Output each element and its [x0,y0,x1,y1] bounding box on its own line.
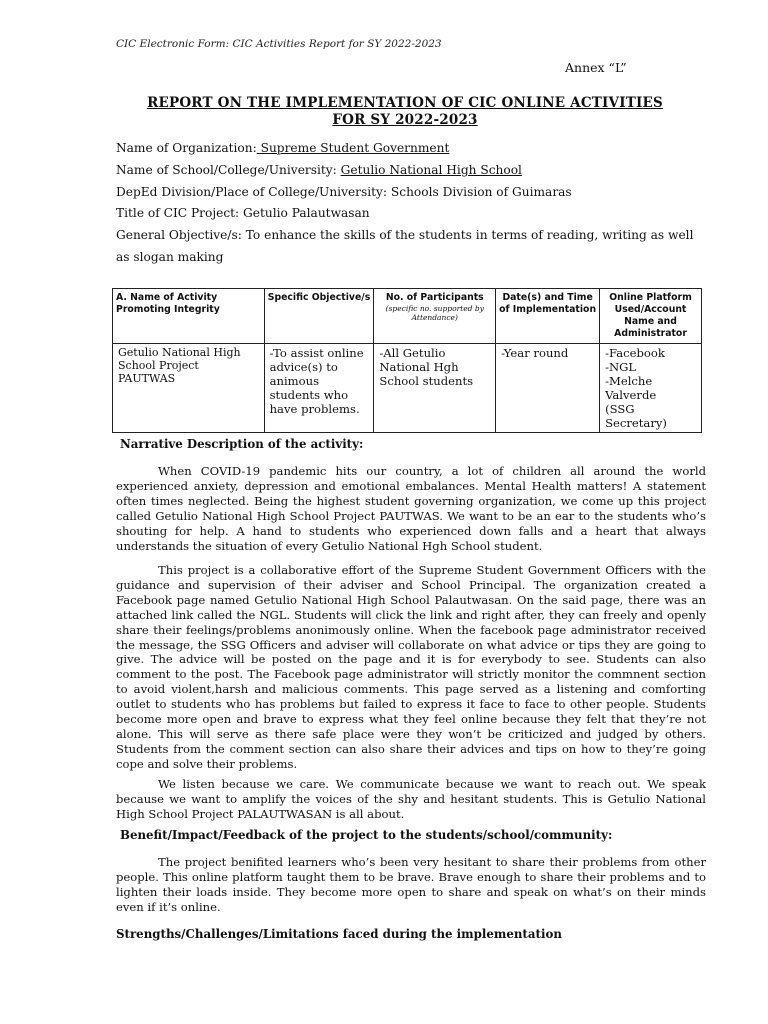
objective-label: General Objective/s: [116,228,246,242]
narrative-paragraph-3 [116,777,706,822]
division-value: Schools Division of Guimaras [390,185,572,199]
table-header-row [113,289,702,344]
annex-label: Annex “L” [565,60,627,75]
narrative-heading: Narrative Description of the activity: [120,437,364,451]
narrative-text: This project is a collaborative effort of the Supreme Student Government Officers with the guidance and supervision of their adviser and School Principal. The organization created a Facebook page named Getulio National High School Palautwasan. On the said page, there was an attached link called the NGL. Students will click the link and right after, they can freely and openly share their feelings/problems anonimously online. When the facebook page administrator received the message, the SSG Officers and adviser will collaborate on what advice or tips they are going to give. The advice will be posted on the page and it is for everybody to see. Students can also comment to the post. The Facebook page administrator will strictly monitor the commnent section to avoid violent,harsh and malicious comments. This page served as a listening and comforting outlet to students who has problems but failed to express it face to face to other people. Students become more open and brave to express what they feel online because they felt that they’re not alone. This will serve as there safe place were they won’t be criticized and judged by others. Students from the comment section can also share their advices and tips on how to they’re going cope and solve their problems. [116,563,706,771]
table-row [113,344,702,433]
header-platform: Online Platform Used/Account Name and Administrator [600,289,702,344]
title-line-2: FOR SY 2022-2023 [332,112,478,128]
narrative-paragraph-2 [116,563,706,772]
header-objectives: Specific Objective/s [264,289,374,344]
cell-participants: -All Getulio National Hgh School students [374,344,496,433]
header-participants-note: (specific no. supported by Attendance) [385,304,484,322]
school-label: Name of School/College/University: [116,163,341,177]
narrative-paragraph-1 [116,464,706,553]
school-value: Getulio National High School [340,163,522,177]
platform-line: (SSG Secretary) [605,402,667,430]
benefit-text: The project benifited learners who’s been very hesitant to share their problems from other people. This online platform taught them to be brave. Brave enough to share their problems and to lighten their loads inside. They become more open to share and speak on what’s on their minds even if it’s online. [116,855,706,914]
platform-line: -NGL [605,360,637,374]
division-label: DepEd Division/Place of College/University: [116,185,391,199]
narrative-text: When COVID-19 pandemic hits our country, a lot of children all around the world experienced anxiety, depression and emotional embalances. Mental Health matters! A statement often times neglected. Being the highest student governing organization, we come up this project called Getulio National High School Project PAUTWAS. We want to be an ear to the students who’s shouting for help. A hand to students who experienced down falls and a heart that always understands the situation of every Getulio National Hgh School student. [116,464,706,553]
platform-line: -Melche Valverde [605,374,657,402]
cell-objectives: -To assist online advice(s) to animous students who have problems. [264,344,374,433]
cell-activity: Getulio National High School Project PAUTWAS [113,344,265,433]
narrative-text: We listen because we care. We communicate because we want to reach out. We speak because we want to amplify the voices of the shy and hesitant students. This is Getulio National High School Project PALAUTWASAN is all about. [116,777,706,821]
field-organization [116,138,706,159]
project-title-value: Getulio Palautwasan [243,206,370,220]
strengths-heading: Strengths/Challenges/Limitations faced during the implementation [116,927,562,941]
platform-line: -Facebook [605,346,665,360]
cell-platform [600,344,702,433]
cell-dates: -Year round [496,344,600,433]
report-title [100,95,710,129]
benefit-heading: Benefit/Impact/Feedback of the project to the students/school/community: [120,828,613,842]
title-line-1: REPORT ON THE IMPLEMENTATION OF CIC ONLINE ACTIVITIES [147,95,663,111]
project-title-label: Title of CIC Project: [116,206,244,220]
benefit-paragraph [116,855,706,915]
activities-table [112,288,702,433]
objective-value: To enhance the skills of the students in terms of reading, writing as well as slogan making [116,228,694,264]
header-activity: A. Name of Activity Promoting Integrity [113,289,265,344]
field-project-title [116,203,706,224]
form-header: CIC Electronic Form: CIC Activities Report for SY 2022-2023 [116,38,442,50]
field-division [116,182,706,203]
field-school [116,160,706,181]
field-general-objective [116,224,706,268]
header-participants-label: No. of Participants [385,292,484,303]
organization-value: Supreme Student Government [256,141,450,155]
header-dates: Date(s) and Time of Implementation [496,289,600,344]
organization-label: Name of Organization: [116,141,257,155]
header-participants [374,289,496,344]
